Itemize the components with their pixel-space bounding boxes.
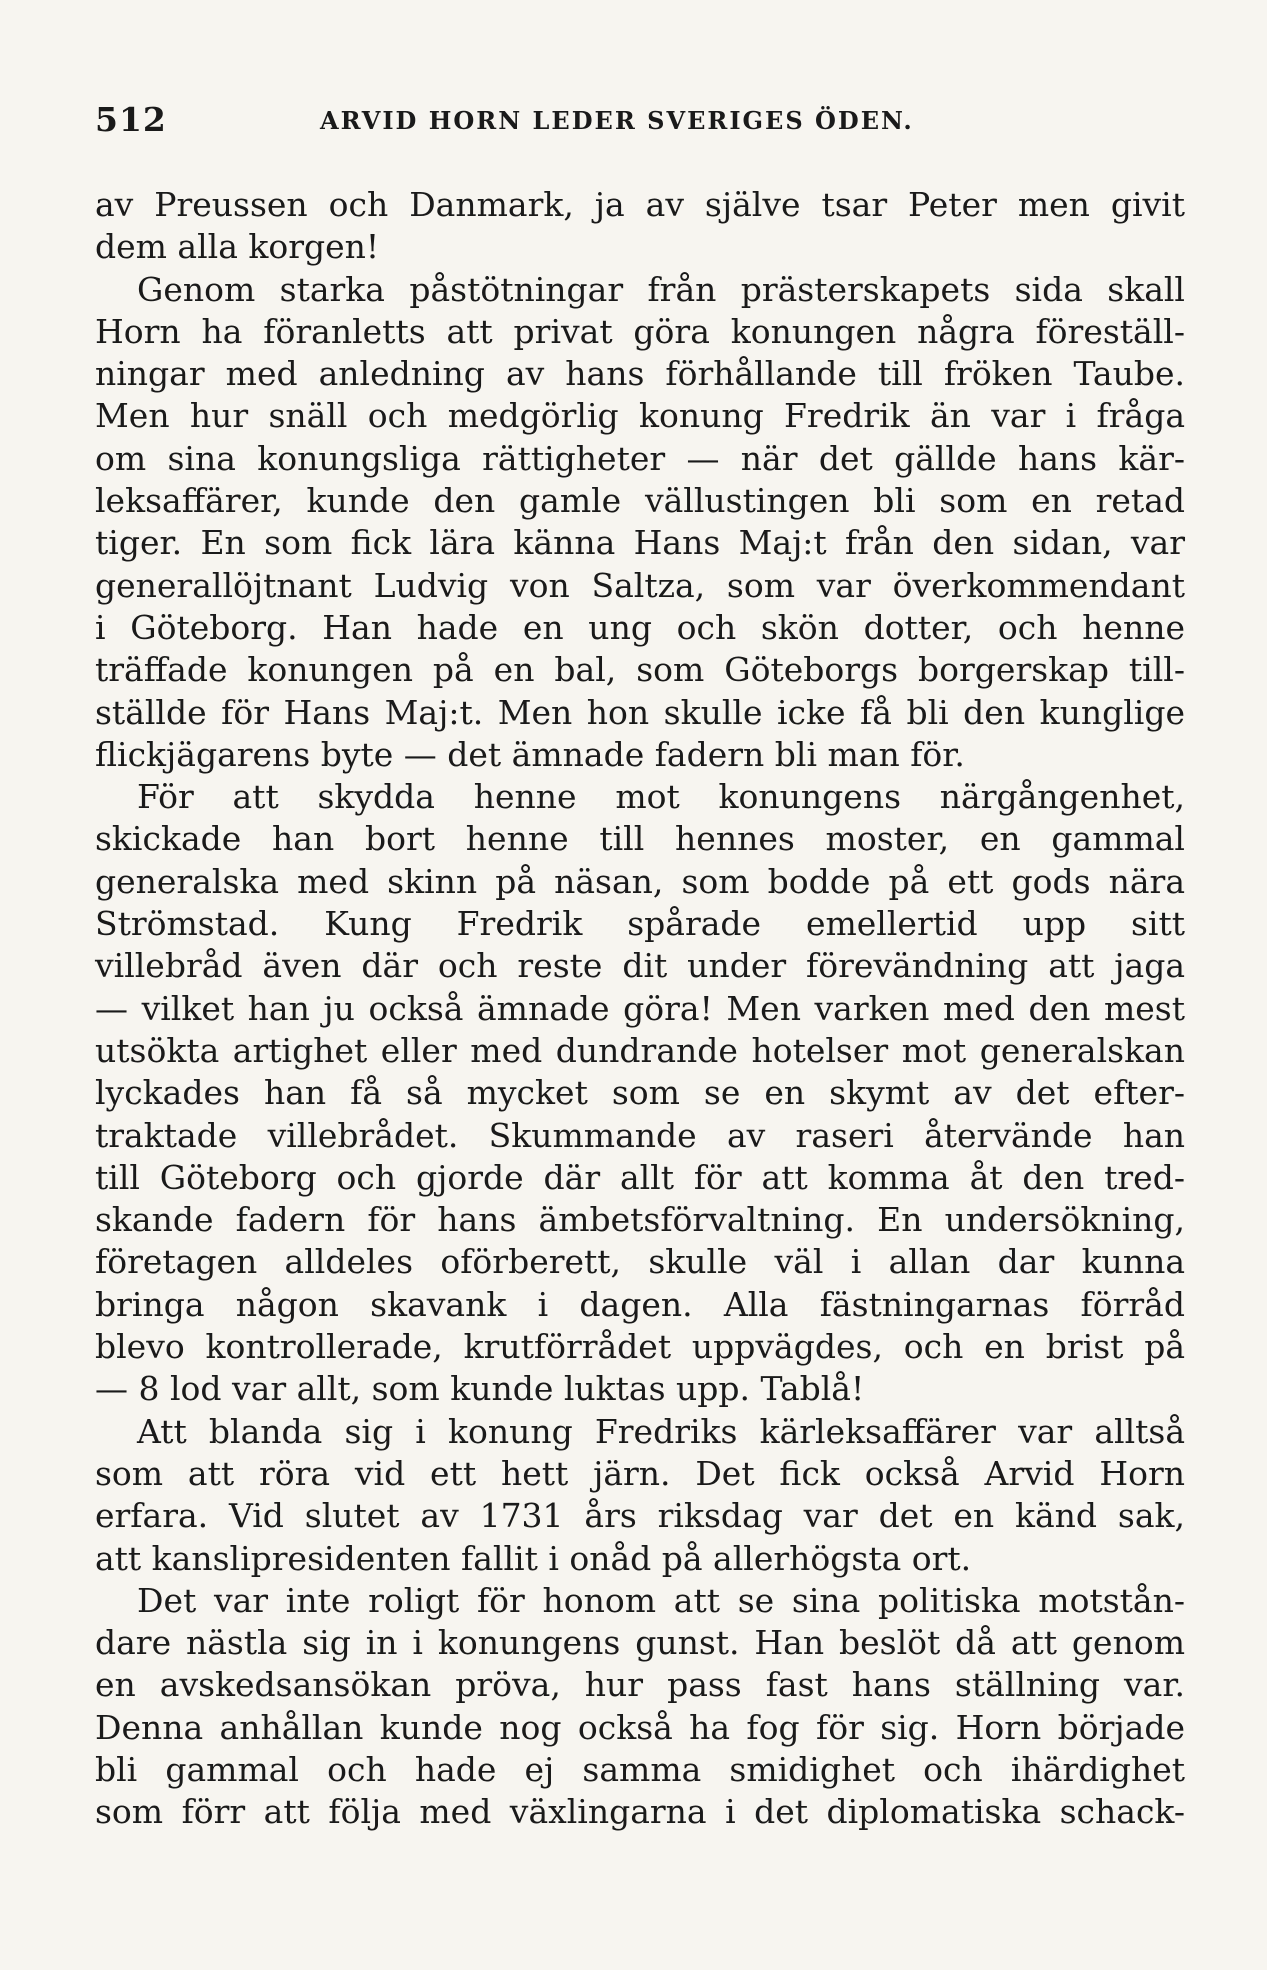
text-line: i Göteborg. Han hade en ung och skön dotter, och henne [95, 607, 1185, 647]
text-line: om sina konungsliga rättigheter — när det gällde hans kär- [95, 438, 1185, 478]
body-text [95, 184, 1185, 1834]
text-line: som att röra vid ett hett järn. Det fick också Arvid Horn [95, 1453, 1185, 1493]
text-line: en avskedsansökan pröva, hur pass fast hans ställning var. [95, 1665, 1185, 1705]
text-line: traktade villebrådet. Skummande av raseri återvände han [95, 1115, 1185, 1155]
text-line: Men hur snäll och medgörlig konung Fredrik än var i fråga [95, 396, 1185, 436]
text-line: Strömstad. Kung Fredrik spårade emellertid upp sitt [95, 904, 1185, 944]
text-line: dem alla korgen! [95, 227, 380, 267]
text-line: utsökta artighet eller med dundrande hotelser mot generalskan [95, 1030, 1185, 1070]
text-line: erfara. Vid slutet av 1731 års riksdag var det en känd sak, [95, 1496, 1185, 1536]
text-line: leksaffärer, kunde den gamle vällustingen bli som en retad [95, 481, 1185, 521]
text-line: flickjägarens byte — det ämnade fadern bli man för. [95, 734, 965, 774]
text-line: att kanslipresidenten fallit i onåd på allerhögsta ort. [95, 1538, 972, 1578]
text-line: skickade han bort henne till hennes moster, en gammal [95, 819, 1185, 859]
text-line: träffade konungen på en bal, som Göteborgs borgerskap till- [95, 650, 1185, 690]
text-line: Horn ha föranletts att privat göra konungen några föreställ- [95, 311, 1185, 351]
running-head [95, 100, 1175, 140]
text-line: företagen alldeles oförberett, skulle väl i allan dar kunna [95, 1242, 1185, 1282]
text-line: Denna anhållan kunde nog också ha fog för sig. Horn började [95, 1707, 1185, 1747]
text-line: Genom starka påstötningar från prästerskapets sida skall [137, 269, 1185, 309]
text-line: ställde för Hans Maj:t. Men hon skulle icke få bli den kunglige [95, 692, 1185, 732]
text-line: dare nästla sig in i konungens gunst. Han beslöt då att genom [95, 1623, 1185, 1663]
text-line: Det var inte roligt för honom att se sina politiska motstån- [137, 1580, 1185, 1620]
text-line: skande fadern för hans ämbetsförvaltning. En undersökning, [95, 1200, 1185, 1240]
text-line: av Preussen och Danmark, ja av själve tsar Peter men givit [95, 185, 1185, 224]
text-line: blevo kontrollerade, krutförrådet uppvägdes, och en brist på [95, 1327, 1185, 1367]
text-line: Att blanda sig i konung Fredriks kärleksaffärer var alltså [137, 1411, 1185, 1451]
text-line: lyckades han få så mycket som se en skymt av det efter- [95, 1073, 1185, 1113]
text-line: — 8 lod var allt, som kunde luktas upp. Tablå! [95, 1369, 865, 1409]
text-line: till Göteborg och gjorde där allt för att komma åt den tred- [95, 1157, 1185, 1197]
text-line: generallöjtnant Ludvig von Saltza, som var överkommendant [95, 565, 1185, 605]
page-number: 512 [95, 100, 167, 139]
text-line: tiger. En som fick lära känna Hans Maj:t från den sidan, var [95, 523, 1185, 563]
text-line: som förr att följa med växlingarna i det diplomatiska schack- [95, 1792, 1185, 1832]
text-line: — vilket han ju också ämnade göra! Men varken med den mest [95, 988, 1185, 1028]
text-line: ningar med anledning av hans förhållande till fröken Taube. [95, 354, 1185, 394]
text-line: bli gammal och hade ej samma smidighet och ihärdighet [95, 1749, 1185, 1789]
text-line: För att skydda henne mot konungens närgångenhet, [137, 777, 1185, 817]
running-title: ARVID HORN LEDER SVERIGES ÖDEN. [320, 106, 914, 135]
text-line: bringa någon skavank i dagen. Alla fästningarnas förråd [95, 1284, 1185, 1324]
text-line: generalska med skinn på näsan, som bodde på ett gods nära [95, 861, 1185, 901]
text-line: villebråd även där och reste dit under förevändning att jaga [95, 946, 1185, 986]
